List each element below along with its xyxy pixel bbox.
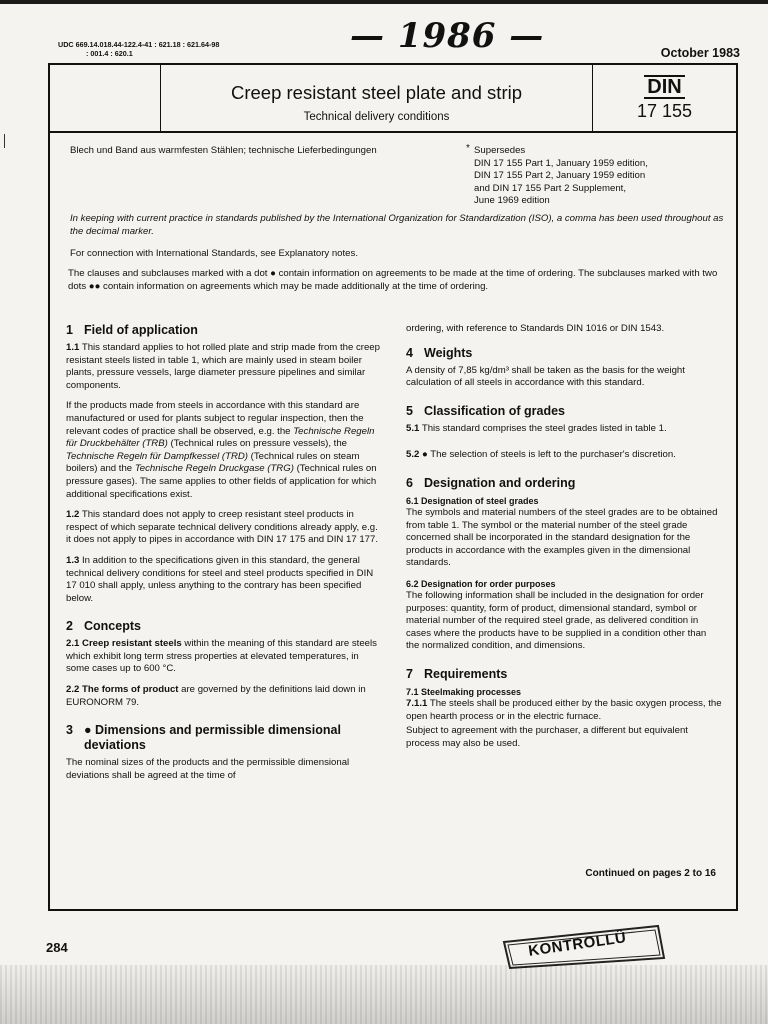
dots-note: The clauses and subclauses marked with a dot ● contain information on agreements to be made at the time of ordering. The subclauses marked with two dots ●● contain information on agreements which may be made additionally at the time of ordering. — [68, 268, 718, 292]
paragraph — [66, 400, 384, 501]
subsection-heading: 6.2 Designation for order purposes — [406, 578, 556, 589]
section-title: Weights — [424, 345, 473, 360]
paragraph — [406, 449, 722, 462]
stamp-text: KONTROLLÜ — [527, 929, 628, 960]
left-column — [66, 323, 384, 790]
paragraph — [406, 423, 722, 436]
section-number: 5 — [406, 403, 413, 418]
paragraph: The symbols and material numbers of the steel grades are to be obtained from table 1. The symbol or the material number of the steel grade concerned shall be incorporated in the standard designation for the products in accordance with the examples given in the dimensional standards. — [406, 506, 718, 569]
paragraph: Subject to agreement with the purchaser, a different but equivalent process may also be used. — [406, 725, 688, 749]
paragraph — [66, 555, 384, 605]
publication-date: October 1983 — [660, 46, 740, 60]
asterisk-mark: * — [466, 143, 470, 154]
section-title: Classification of grades — [424, 403, 566, 418]
subsection-heading: 7.1 Steelmaking processes — [406, 686, 522, 697]
supersedes-label: Supersedes — [474, 145, 526, 156]
clause-italic: Technische Regeln Druckgase (TRG) — [134, 463, 294, 475]
title-block-left-cell — [50, 65, 161, 131]
subsection-heading: 6.1 Designation of steel grades — [406, 495, 539, 506]
clause-text: (Technical rules on steam boilers) and the — [66, 450, 360, 475]
section-number: 1 — [66, 323, 73, 337]
kontrollu-stamp — [498, 920, 670, 970]
udc-classification — [58, 40, 219, 58]
supersedes-line: DIN 17 155 Part 2, January 1959 edition — [474, 170, 646, 182]
clause-text: are governed by the definitions laid down in EURONORM 79. — [66, 684, 366, 708]
udc-line-2: : 001.4 : 620.1 — [86, 49, 133, 58]
section-title: Designation and ordering — [424, 475, 576, 490]
scan-noise — [0, 965, 768, 1024]
section-title: ● Dimensions and permissible dimensional deviations — [84, 723, 341, 753]
clause-text: (Technical rules on pressure gases). The same applies to other fields of application for which additional specifications exist. — [66, 463, 377, 500]
section-number: 4 — [406, 345, 413, 360]
section-heading — [66, 619, 384, 634]
margin-mark — [4, 134, 5, 148]
clause-number: 5.2 — [406, 449, 420, 461]
clause-text: The steels shall be produced either by the basic oxygen process, the open hearth process or in the electric furnace. — [406, 697, 722, 722]
document-subtitle: Technical delivery conditions — [303, 111, 450, 123]
clause-number: 2.2 — [66, 684, 80, 696]
section-number: 3 — [66, 723, 73, 738]
clause-text: ● The selection of steels is left to the purchaser's discretion. — [422, 449, 676, 461]
title-block — [50, 65, 736, 133]
right-column — [406, 323, 722, 758]
section-title: Concepts — [84, 619, 141, 634]
paragraph — [66, 638, 384, 676]
page-number: 284 — [46, 940, 68, 955]
section-heading — [406, 667, 722, 682]
section-number: 2 — [66, 619, 73, 634]
supersedes-block — [466, 143, 734, 208]
paragraph: A density of 7,85 kg/dm³ shall be taken as the basis for the weight calculation of all steels in accordance with this standard. — [406, 364, 685, 389]
supersedes-line: and DIN 17 155 Part 2 Supplement, — [474, 182, 626, 194]
supersedes-line: June 1969 edition — [474, 195, 550, 207]
document-frame — [48, 63, 738, 911]
handwritten-year: — 1986 — — [350, 16, 545, 56]
clause-number: 2.1 — [66, 638, 80, 650]
supersedes-line: DIN 17 155 Part 1, January 1959 edition, — [474, 157, 648, 169]
clause-number: 7.1.1 — [406, 697, 428, 709]
scan-edge — [0, 0, 768, 4]
section-heading — [406, 404, 722, 419]
continued-note: Continued on pages 2 to 16 — [585, 868, 716, 879]
section-heading — [66, 323, 384, 338]
clause-text: This standard does not apply to creep resistant steel products in respect of which separate technical delivery conditions already apply, e.g. it does not apply to pipes in accordance with DIN 17 175 and DIN 17 177. — [66, 509, 378, 546]
paragraph: The nominal sizes of the products and the permissible dimensional deviations shall be agreed at the time of — [66, 757, 350, 781]
clause-text: In addition to the specifications given in this standard, the general technical delivery conditions for steel and steel products specified in DIN 17 010 shall apply, unless anything to the contrary has been specified below. — [66, 554, 374, 604]
din-number: 17 155 — [636, 101, 693, 121]
clause-number: 5.1 — [406, 422, 420, 434]
clause-text: This standard applies to hot rolled plate and strip made from the creep resistant steels listed in table 1, which are mainly used in steam boiler plants, pressure vessels, large diameter pressure pipelines and similar components. — [66, 342, 380, 391]
clause-number: 1.3 — [66, 554, 80, 566]
clause-text: If the products made from steels in accordance with this standard are manufactured or used for plants subject to regular inspection, then the relevant codes of practice shall be observed, e.g. the — [66, 400, 364, 437]
clause-text: (Technical rules on pressure vessels), the — [170, 438, 347, 450]
document-title: Creep resistant steel plate and strip — [230, 82, 522, 103]
paragraph — [406, 698, 722, 723]
clause-text: This standard comprises the steel grades listed in table 1. — [421, 422, 667, 434]
paragraph — [66, 342, 384, 392]
german-title: Blech und Band aus warmfesten Stählen; technische Lieferbedingungen — [70, 145, 377, 156]
paragraph — [66, 509, 384, 547]
clause-italic: Technische Regeln für Dampfkessel (TRD) — [66, 450, 248, 462]
section-title: Requirements — [424, 666, 508, 681]
paragraph: ordering, with reference to Standards DIN 1016 or DIN 1543. — [406, 323, 665, 334]
clause-term: Creep resistant steels — [82, 638, 182, 650]
section-heading — [406, 346, 722, 361]
din-block — [592, 65, 736, 131]
clause-text: within the meaning of this standard are steels which exhibit long term stress properties at elevated temperatures, in some cases up to 600 °C. — [66, 638, 377, 675]
clause-number: 1.2 — [66, 509, 80, 521]
section-title: Field of application — [84, 323, 198, 337]
section-number: 7 — [406, 666, 413, 681]
connection-note: For connection with International Standards, see Explanatory notes. — [70, 248, 358, 259]
udc-line-1: UDC 669.14.018.44-122.4-41 : 621.18 : 621.64-98 — [58, 40, 220, 49]
clause-italic: Technische Regeln für Druckbehälter (TRB) — [66, 425, 375, 450]
decimal-marker-note: In keeping with current practice in standards published by the International Organization for Standardization (ISO), a comma has been used throughout as the decimal marker. — [70, 213, 724, 237]
paragraph: The following information shall be included in the designation for order purposes: quantity, form of product, dimensional standard, symbol or material number of the required steel grade, as delivered condition in cases where the products have to be supplied in a condition other than the normalized condition, and dimensions. — [406, 589, 707, 652]
paragraph — [66, 684, 384, 709]
section-heading — [406, 476, 722, 491]
section-number: 6 — [406, 475, 413, 490]
section-heading — [66, 723, 384, 753]
din-logo: DIN — [644, 75, 684, 99]
clause-number: 1.1 — [66, 342, 80, 353]
clause-term: The forms of product — [82, 684, 179, 696]
